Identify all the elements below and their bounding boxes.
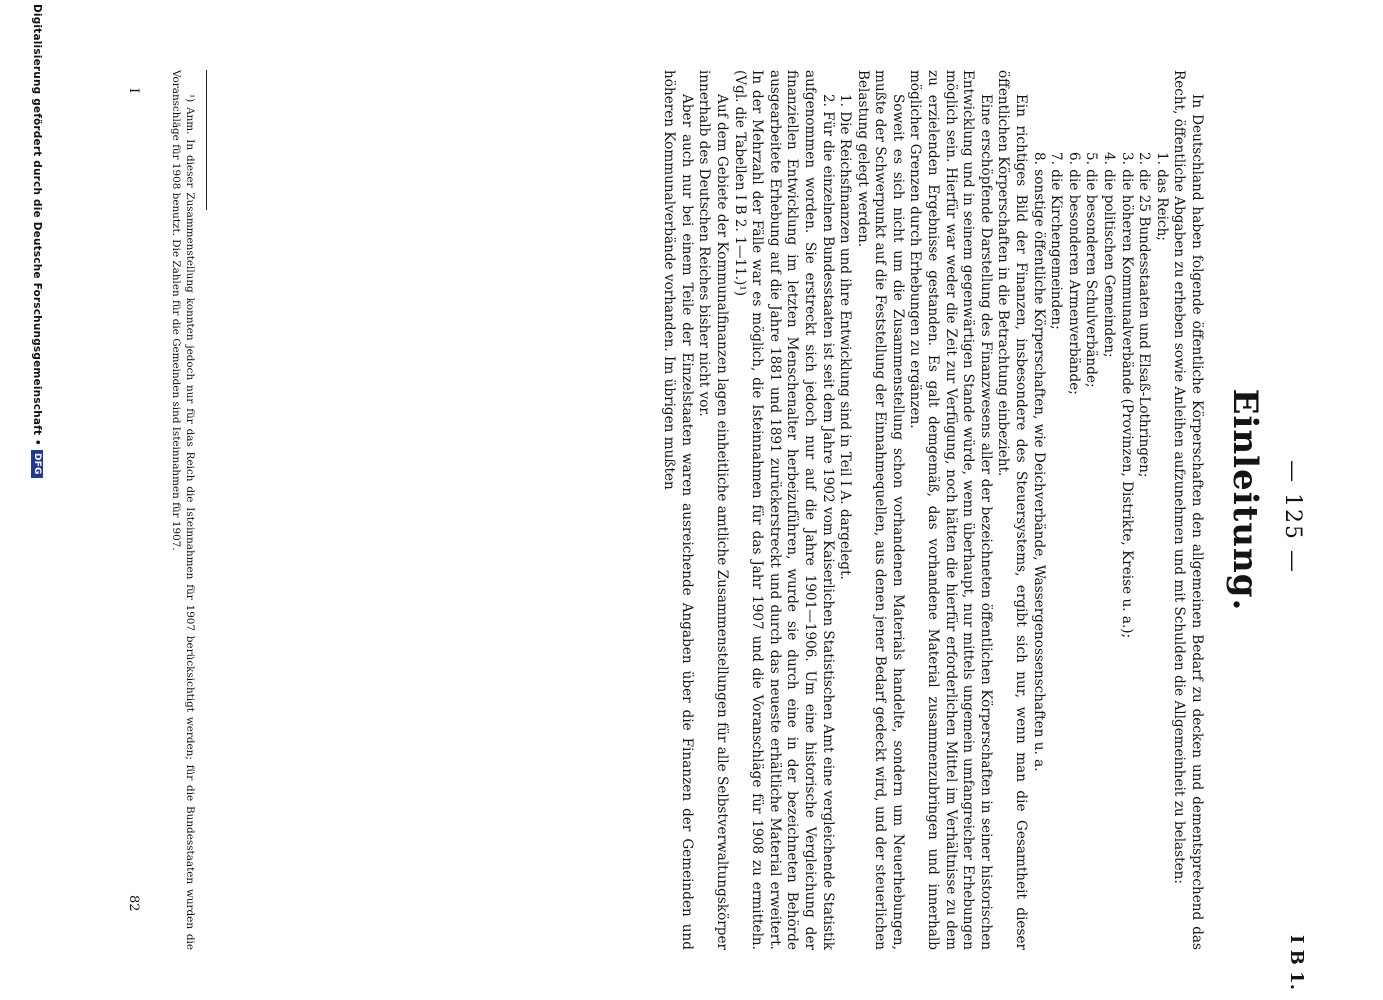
paragraph: In Deutschland haben folgende öffentliche Körperschaften den allgemeinen Bedarf zu decken und dementsprechend das Recht, öffentliche Abgaben zu erheben sowie Anleihen aufzunehmen und mit Schulden die Allgemeinheit zu belasten:: [1171, 70, 1205, 950]
footnote: [169, 70, 197, 950]
paragraph: 2. Für die einzelnen Bundesstaaten ist seit dem Jahre 1902 vom Kaiserlichen Statistischen Amt eine vergleichende Statistik aufgenommen worden. Sie erstreckt sich jedoch nur auf die Jahre 1901—1906. Um eine historische Vergleichung der finanziellen Entwicklung im letzten Menschenalter herbeizuführen, wurde sie durch eine in der bezeichneten Behörde ausgearbeitete Erhebung auf die Jahre 1881 und 1891 zurückerstreckt und durch das neueste erhältliche Material erweitert. In der Mehrzahl der Fälle war es möglich, die Isteinnahmen für das Jahr 1907 und die Voranschläge für 1908 zu ermitteln. (Vgl. die Tabellen I B 2. 1—11.)¹): [731, 70, 836, 950]
list-item: 2. die 25 Bundesstaaten und Elsaß-Lothringen;: [1136, 152, 1153, 478]
credit-text: Digitalisierung gefördert durch die Deutsche Forschungsgemeinschaft •: [31, 4, 43, 446]
list-item: 4. die politischen Gemeinden;: [1101, 152, 1118, 358]
list-item: 1. das Reich;: [1153, 152, 1170, 241]
signature-right: 82: [126, 895, 141, 912]
list-item: 5. die besonderen Schulverbände;: [1083, 152, 1100, 388]
list-item: 7. die Kirchengemeinden;: [1048, 152, 1065, 330]
paragraph: Soweit es sich nicht um die Zusammenstellung schon vorhandenen Materials handelte, sondern um Neuerhebungen, mußte der Schwerpunkt auf die Feststellung der Einnahmequellen, aus denen jener Bedarf gedeckt wird, und der steuerlichen Belastung gelegt werden.: [854, 70, 906, 950]
paragraph: Aber auch nur bei einem Teile der Einzelstaaten waren ausreichende Angaben über die Finanzen der Gemeinden und höheren Kommunalverbände vorhanden. Im übrigen mußten: [661, 70, 695, 950]
paragraph: 1. Die Reichsfinanzen und ihre Entwicklung sind in Teil I A. dargelegt.: [837, 94, 854, 580]
footnote-text: ¹) Anm. In dieser Zusammenstellung konnten jedoch nur für das Reich die Isteinnahmen für 1907 berücksichtigt werden; für die Bundesstaaten wurden die Voranschläge für 1908 benutzt. Die Zahlen für die Gemeinden sind Isteinnahmen für 1907.: [170, 70, 196, 950]
footnote-rule: [206, 70, 207, 210]
page-number: — 125 —: [1280, 460, 1305, 574]
list-item: 8. sonstige öffentliche Körperschaften, wie Deichverbände, Wassergenossenschaften u. a.: [1030, 152, 1047, 772]
list-item: 6. die besonderen Armenverbände;: [1065, 152, 1082, 395]
list-item: 3. die höheren Kommunalverbände (Provinzen, Distrikte, Kreise u. a.);: [1118, 152, 1135, 639]
dfg-logo: DFG: [31, 450, 43, 478]
paragraph: Auf dem Gebiete der Kommunalfinanzen lagen einheitliche amtliche Zusammenstellungen für alle Selbstverwaltungskörper innerhalb des Deutschen Reiches bisher nicht vor.: [696, 70, 730, 950]
body-text: [660, 70, 1205, 950]
page-title: Einleitung.: [1225, 388, 1265, 612]
paragraph: Ein richtiges Bild der Finanzen, insbesondere des Steuersystems, ergibt sich nur, wenn man die Gesamtheit dieser öffentlichen Körperschaften in die Betrachtung einbezieht.: [995, 70, 1030, 950]
signature-left: I: [126, 88, 141, 94]
paragraph: Eine erschöpfende Darstellung des Finanzwesens aller der bezeichneten öffentlichen Körperschaften in seiner historischen Entwicklung und in seinem gegenwärtigen Stande würde, wenn überhaupt, nur mittels ungemein umfangreicher Erhebungen möglich sein. Hierfür war weder die Zeit zur Verfügung, noch hätten die hierfür erforderlichen Mittel im Verhältnisse zu dem zu erzielenden Ergebnisse gestanden. Es galt demgemäß, das vorhandene Material zusammenzubringen und innerhalb möglicher Grenzen durch Erhebungen zu ergänzen.: [907, 70, 994, 950]
sheet-mark: I B 1.: [1286, 935, 1307, 990]
digitization-credit: [31, 4, 43, 994]
